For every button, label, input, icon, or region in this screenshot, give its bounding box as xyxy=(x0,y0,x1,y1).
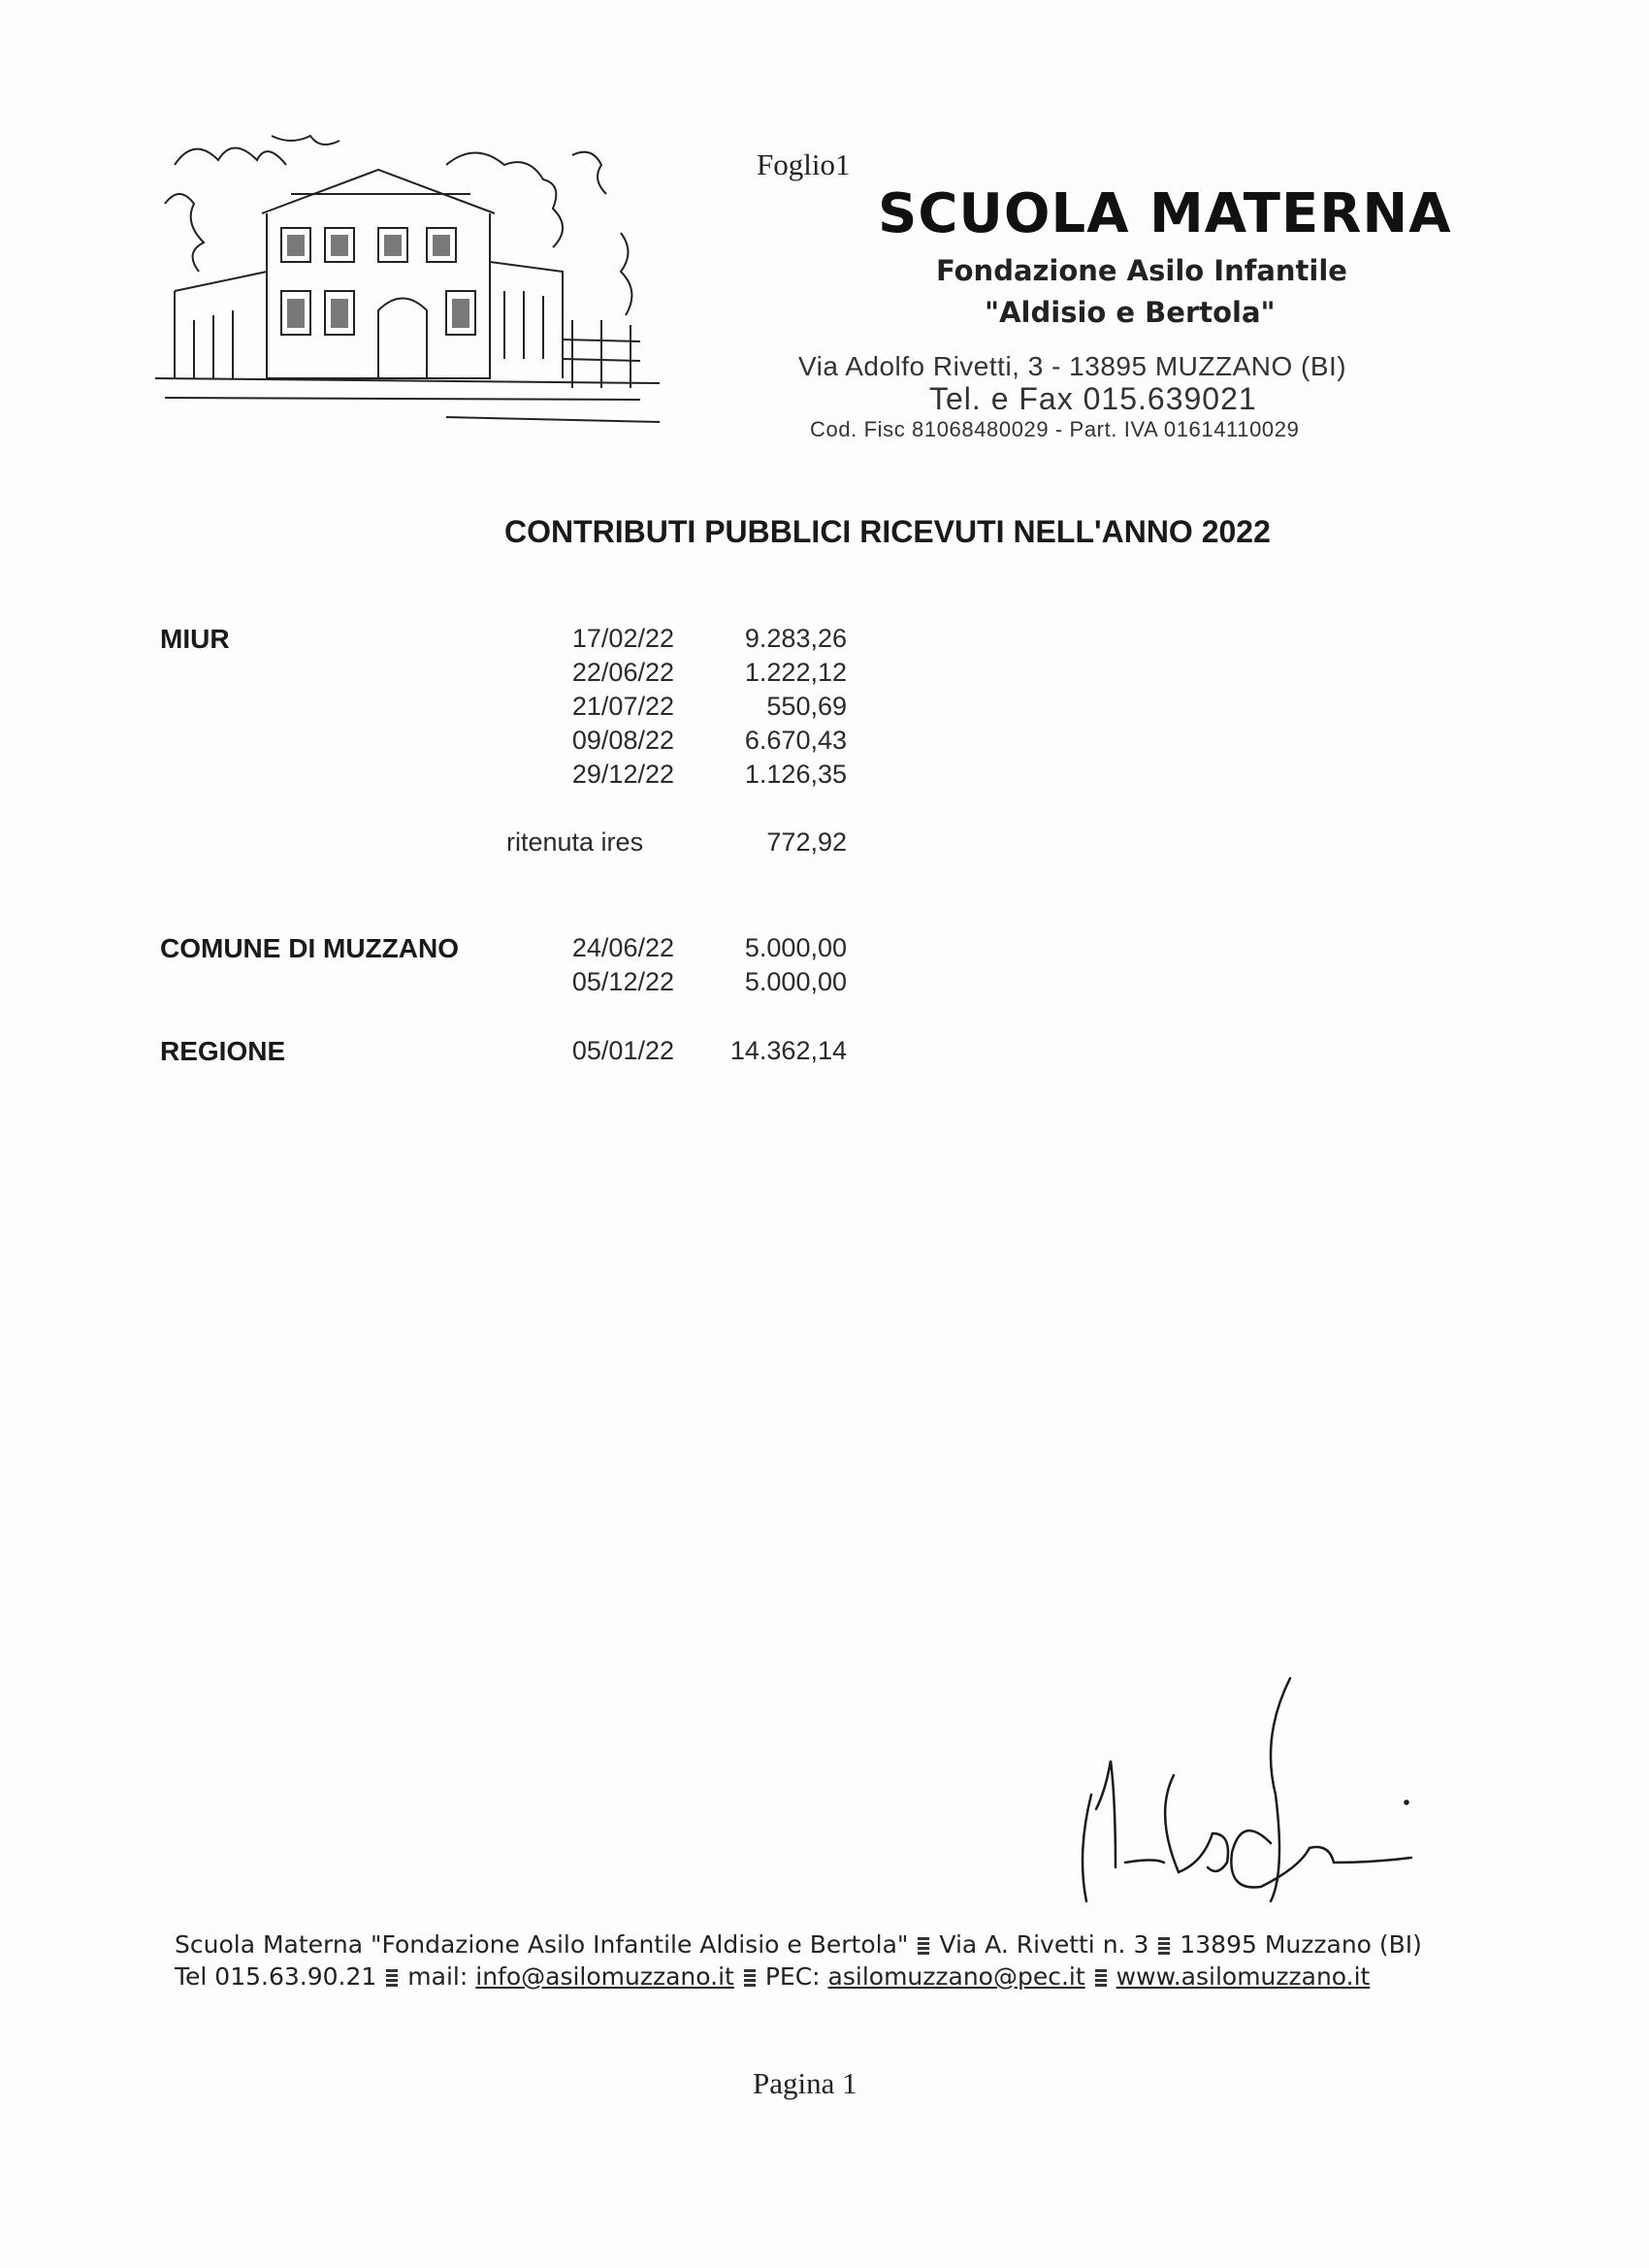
category-label-miur: MIUR xyxy=(160,624,230,654)
footer-pec-label: PEC: xyxy=(764,1962,821,1991)
school-address: Via Adolfo Rivetti, 3 - 13895 MUZZANO (BI) xyxy=(798,351,1347,381)
school-phone: Tel. e Fax 015.639021 xyxy=(929,381,1257,416)
footer-city: 13895 Muzzano (BI) xyxy=(1180,1930,1422,1959)
category-label-comune: COMUNE DI MUZZANO xyxy=(160,933,459,963)
entry-amount: 5.000,00 xyxy=(744,967,847,996)
footer-school-name: Scuola Materna "Fondazione Asilo Infantile Aldisio e Bertola" xyxy=(175,1930,909,1959)
footer-mail-link[interactable]: info@asilomuzzano.it xyxy=(475,1962,734,1991)
foundation-line-1: Fondazione Asilo Infantile xyxy=(936,254,1347,287)
footer-line-1 xyxy=(175,1930,1422,1959)
footer-tel: Tel 015.63.90.21 xyxy=(175,1962,377,1991)
handwritten-signature xyxy=(1062,1669,1431,1921)
phone-separator-icon xyxy=(1095,1969,1107,1987)
phone-separator-icon xyxy=(918,1937,929,1955)
footer-mail-label: mail: xyxy=(407,1962,469,1991)
sheet-label: Foglio1 xyxy=(757,147,851,181)
entry-amount: 1.222,12 xyxy=(744,658,847,687)
entry-amount: 5.000,00 xyxy=(744,933,847,962)
entry-date: 24/06/22 xyxy=(571,933,674,962)
document-title: CONTRIBUTI PUBBLICI RICEVUTI NELL'ANNO 2022 xyxy=(504,514,1271,549)
entry-date: 17/02/22 xyxy=(571,624,674,653)
footer-website-link[interactable]: www.asilomuzzano.it xyxy=(1116,1962,1371,1991)
fiscal-codes: Cod. Fisc 81068480029 - Part. IVA 01614110029 xyxy=(810,417,1300,441)
phone-separator-icon xyxy=(744,1969,756,1987)
phone-separator-icon xyxy=(386,1969,398,1987)
foundation-line-2: "Aldisio e Bertola" xyxy=(985,296,1276,329)
entry-date: 05/12/22 xyxy=(571,967,674,996)
withholding-label: ritenuta ires xyxy=(506,827,644,857)
footer-pec-link[interactable]: asilomuzzano@pec.it xyxy=(827,1962,1085,1991)
school-building-sketch-logo xyxy=(155,126,679,456)
entry-date: 22/06/22 xyxy=(571,658,674,687)
entry-amount: 6.670,43 xyxy=(744,726,847,755)
withholding-amount: 772,92 xyxy=(766,827,847,857)
footer-address: Via A. Rivetti n. 3 xyxy=(939,1930,1149,1959)
entry-amount: 14.362,14 xyxy=(729,1036,847,1065)
entry-date: 09/08/22 xyxy=(571,726,674,755)
phone-separator-icon xyxy=(1158,1937,1170,1955)
entry-amount: 1.126,35 xyxy=(744,760,847,789)
school-name: SCUOLA MATERNA xyxy=(878,182,1452,245)
page-number: Pagina 1 xyxy=(753,2066,857,2100)
entry-amount: 550,69 xyxy=(766,692,847,721)
entry-date: 21/07/22 xyxy=(571,692,674,721)
entry-date: 05/01/22 xyxy=(571,1036,674,1065)
footer-line-2 xyxy=(175,1962,1370,1991)
entry-amount: 9.283,26 xyxy=(744,624,847,653)
entry-date: 29/12/22 xyxy=(571,760,674,789)
category-label-regione: REGIONE xyxy=(160,1036,286,1066)
